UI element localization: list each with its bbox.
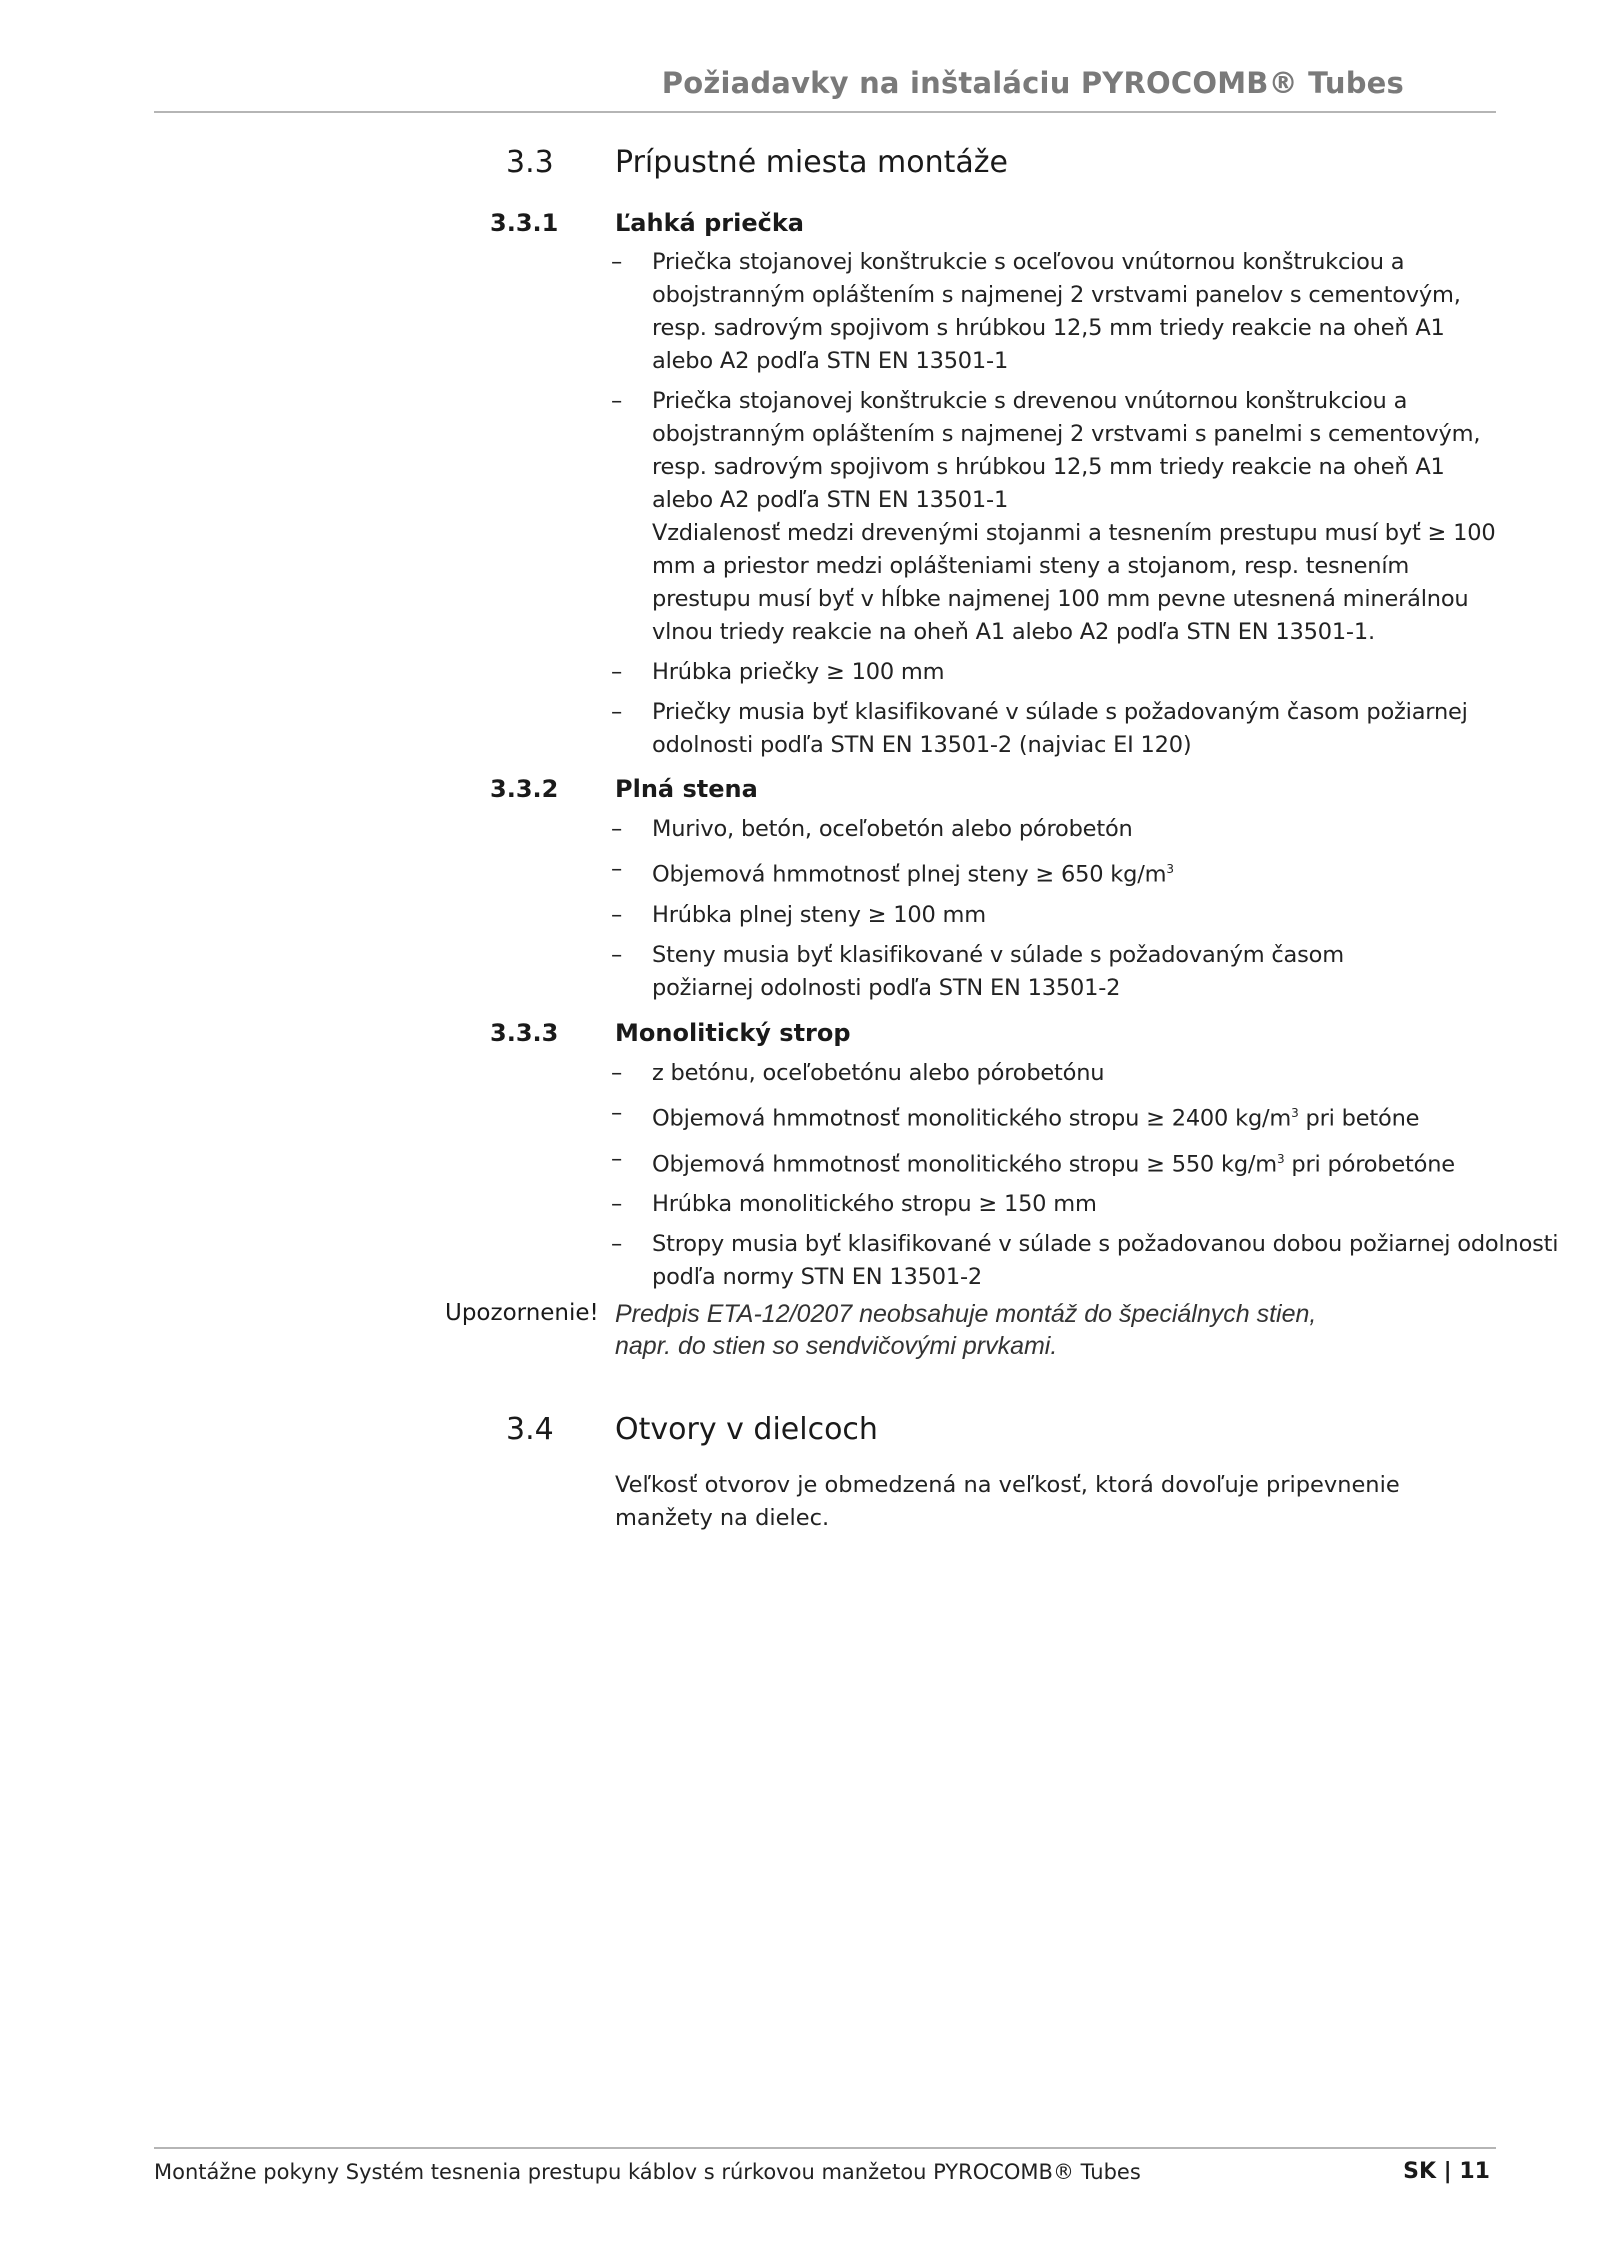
- list-item: [611, 696, 1511, 762]
- section-title: Otvory v dielcoch: [615, 1412, 878, 1447]
- dash-marker: –: [611, 1191, 623, 1217]
- dash-marker: –: [611, 1145, 623, 1172]
- footer-text: Montážne pokyny Systém tesnenia prestupu káblov s rúrkovou manžetou PYROCOMB® Tubes: [154, 2160, 1141, 2184]
- list-item-text: Hrúbka priečky ≥ 100 mm: [652, 659, 945, 685]
- bullet-list-solid-wall: [611, 813, 1441, 1012]
- dash-marker: –: [611, 941, 623, 968]
- list-item: [611, 939, 1441, 1005]
- bullet-list-light-partition: [611, 246, 1511, 769]
- subsection-number: 3.3.1: [490, 209, 559, 237]
- subsection-number: 3.3.2: [490, 775, 559, 803]
- dash-marker: –: [611, 659, 623, 685]
- list-item-text: Hrúbka plnej steny ≥ 100 mm: [652, 901, 986, 928]
- list-item-text: Priečky musia byť klasifikované v súlade s požadovaným časom požiarnej odolnosti podľa STN EN 13501-2 (najviac EI 120): [652, 699, 1468, 758]
- section-number: 3.3: [506, 145, 554, 180]
- section-number: 3.4: [506, 1412, 554, 1447]
- dash-marker: –: [611, 856, 623, 882]
- list-item-text: Objemová hmmotnosť monolitického stropu ≥ 550 kg/m: [652, 1151, 1278, 1177]
- dash-marker: –: [611, 1100, 623, 1126]
- page-header-title: Požiadavky na inštaláciu PYROCOMB® Tubes: [661, 66, 1404, 100]
- list-item: [611, 1228, 1571, 1294]
- note-label: Upozornenie!: [445, 1300, 599, 1326]
- footer-divider: [154, 2147, 1496, 2149]
- subsection-title: Monolitický strop: [615, 1019, 851, 1047]
- list-item-text: Objemová hmmotnosť plnej steny ≥ 650 kg/m: [652, 861, 1167, 888]
- superscript: 3: [1277, 1151, 1285, 1166]
- dash-marker: –: [611, 1060, 623, 1086]
- list-item: [611, 899, 1441, 932]
- subsection-title: Ľahká priečka: [615, 209, 804, 237]
- dash-marker: –: [611, 699, 623, 725]
- list-item: [611, 1057, 1571, 1090]
- list-item-suffix: pri pórobetóne: [1291, 1151, 1455, 1177]
- list-item-text: Hrúbka monolitického stropu ≥ 150 mm: [652, 1191, 1097, 1217]
- list-item-text: z betónu, oceľobetónu alebo pórobetónu: [652, 1060, 1105, 1086]
- page-number: SK | 11: [1403, 2159, 1490, 2184]
- subsection-number: 3.3.3: [490, 1019, 559, 1047]
- list-item: [611, 1097, 1571, 1136]
- list-item-extra-text: Vzdialenosť medzi drevenými stojanmi a tesnením prestupu musí byť ≥ 100 mm a priestor medzi oplášteniami steny a stojanom, resp. tesnením prestupu musí byť v hĺbke najmenej 100 mm pevne utesnená minerálnou vlnou triedy reakcie na oheň A1 alebo A2 podľa STN EN 13501-1.: [652, 520, 1496, 645]
- list-item: [611, 853, 1441, 892]
- list-item: [611, 813, 1441, 846]
- list-item: [611, 385, 1511, 649]
- list-item: [611, 1143, 1571, 1182]
- superscript: 3: [1166, 862, 1174, 876]
- list-item-text: Steny musia byť klasifikované v súlade s požadovaným časom požiarnej odolnosti podľa STN EN 13501-2: [652, 941, 1344, 1001]
- list-item-text: Stropy musia byť klasifikované v súlade s požadovanou dobou požiarnej odolnosti podľa normy STN EN 13501-2: [652, 1231, 1559, 1290]
- dash-marker: –: [611, 388, 623, 414]
- note-line: Predpis ETA-12/0207 neobsahuje montáž do špeciálnych stien,: [615, 1300, 1317, 1328]
- dash-marker: –: [611, 816, 623, 842]
- dash-marker: –: [611, 1231, 623, 1257]
- dash-marker: –: [611, 249, 623, 275]
- note-line: napr. do stien so sendvičovými prvkami.: [615, 1332, 1058, 1360]
- dash-marker: –: [611, 901, 623, 928]
- section-paragraph: Veľkosť otvorov je obmedzená na veľkosť, ktorá dovoľuje pripevnenie manžety na dielec.: [615, 1472, 1400, 1531]
- subsection-title: Plná stena: [615, 775, 758, 803]
- list-item-text: Objemová hmmotnosť monolitického stropu ≥ 2400 kg/m: [652, 1105, 1292, 1132]
- list-item-suffix: pri betóne: [1305, 1105, 1420, 1132]
- superscript: 3: [1291, 1106, 1299, 1120]
- header-divider: [154, 111, 1496, 113]
- list-item-text: Priečka stojanovej konštrukcie s oceľovou vnútornou konštrukciou a obojstranným opláštením s najmenej 2 vrstvami panelov s cementovým, resp. sadrovým spojivom s hrúbkou 12,5 mm triedy reakcie na oheň A1 alebo A2 podľa STN EN 13501-1: [652, 249, 1461, 374]
- list-item: [611, 246, 1511, 378]
- list-item: [611, 656, 1511, 689]
- note-text: [615, 1298, 1435, 1362]
- section-title: Prípustné miesta montáže: [615, 145, 1008, 180]
- list-item-text: Priečka stojanovej konštrukcie s drevenou vnútornou konštrukciou a obojstranným opláštením s najmenej 2 vrstvami s panelmi s cementovým, resp. sadrovým spojivom s hrúbkou 12,5 mm triedy reakcie na oheň A1 alebo A2 podľa STN EN 13501-1: [652, 388, 1481, 513]
- list-item-text: Murivo, betón, oceľobetón alebo pórobetón: [652, 816, 1133, 842]
- bullet-list-monolithic-ceiling: [611, 1057, 1571, 1301]
- list-item: [611, 1188, 1571, 1221]
